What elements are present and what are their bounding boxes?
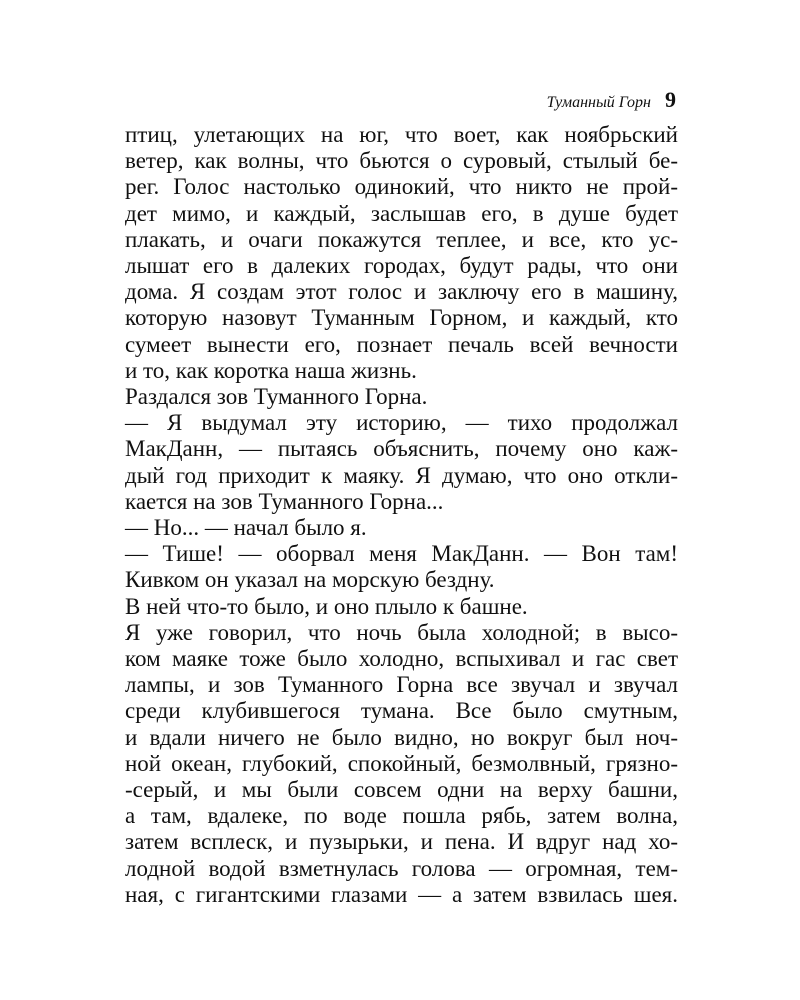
text-line: сумеет вынести его, познает печаль всей вечности [125,331,678,357]
running-title: Туманный Горн [546,94,651,111]
text-line: рег. Голос настолько одинокий, что никто не прой- [125,174,678,200]
text-line: затем всплеск, и пузырьки, и пена. И вдруг над хо- [125,829,678,855]
text-line: ветер, как волны, что бьются о суровый, стылый бе- [125,148,678,174]
text-line: В ней что-то было, и оно плыло к башне. [125,593,528,619]
text-line: и вдали ничего не было видно, но вокруг был ноч- [125,724,678,750]
text-line: — Тише! — оборвал меня МакДанн. — Вон там! [125,541,678,567]
text-line: дет мимо, и каждый, заслышав его, в душе будет [125,200,678,226]
text-line: которую назовут Туманным Горном, и каждый, кто [125,305,678,331]
text-line: ной океан, глубокий, спокойный, безмолвный, грязно- [125,750,678,776]
text-line: ком маяке тоже было холодно, вспыхивал и гас свет [125,646,678,672]
text-line: ная, с гигантскими глазами — а затем взвилась шея. [125,881,678,907]
text-line: лампы, и зов Туманного Горна все звучал и звучал [125,672,678,698]
text-line: лышат его в далеких городах, будут рады, что они [125,253,678,279]
text-line: среди клубившегося тумана. Все было смутным, [125,698,678,724]
text-line: — Но... — начал было я. [125,515,367,541]
text-line: -серый, и мы были совсем одни на верху башни, [125,777,678,803]
text-line: Я уже говорил, что ночь была холодной; в высо- [125,619,678,645]
text-line: Кивком он указал на морскую бездну. [125,567,495,593]
text-line: дый год приходит к маяку. Я думаю, что оно откли- [125,462,678,488]
text-line: Раздался зов Туманного Горна. [125,384,428,410]
text-line: кается на зов Туманного Горна... [125,488,444,514]
text-line: а там, вдалеке, по воде пошла рябь, затем волна, [125,803,678,829]
running-head [547,87,676,113]
text-line: плакать, и очаги покажутся теплее, и все, кто ус- [125,226,678,252]
text-line: и то, как коротка наша жизнь. [125,357,417,383]
text-line: — Я выдумал эту историю, — тихо продолжал [125,410,678,436]
text-line: дома. Я создам этот голос и заключу его в машину, [125,279,678,305]
text-line: лодной водой взметнулась голова — огромная, тем- [125,855,678,881]
page-number: 9 [665,87,676,112]
body-text [125,122,678,908]
text-line: МакДанн, — пытаясь объяснить, почему оно каж- [125,436,678,462]
text-line: птиц, улетающих на юг, что воет, как ноябрьский [125,122,678,147]
